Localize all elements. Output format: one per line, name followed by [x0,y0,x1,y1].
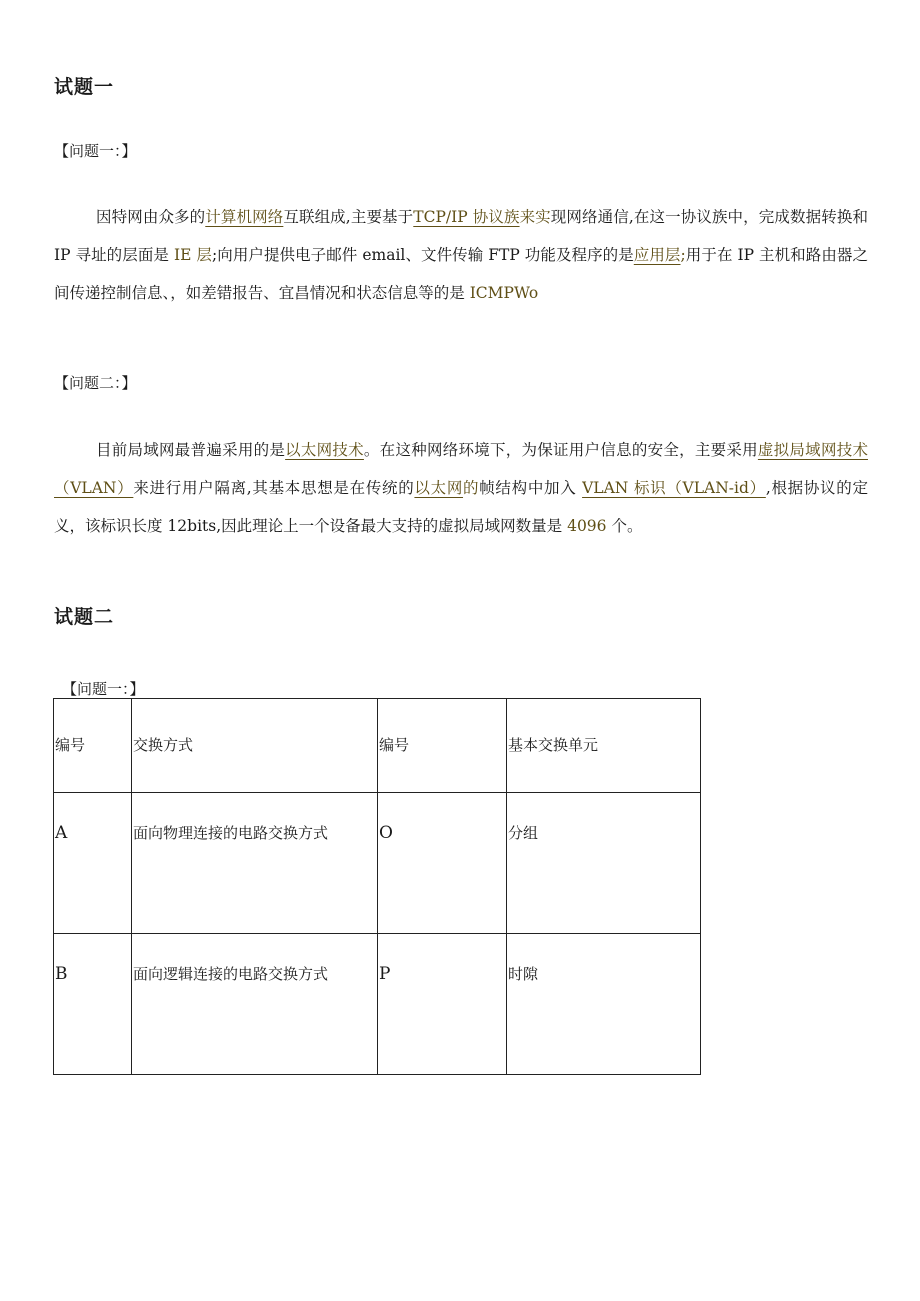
answer-tcpip: TCP/IP 协议族 [413,208,520,226]
s1-q2-paragraph: 目前局域网最普遍采用的是以太网技术。在这种网络环境下，为保证用户信息的安全，主要采用虚拟局域网技术（VLAN）来进行用户隔离,其基本思想是在传统的以太网的帧结构中加入 VLAN 标识（VLAN-id）,根据协议的定义，该标识长度 12bits,因此理论上一个设备最大支持的虚拟局域网数量是 4096 个。 [54,441,868,535]
table-header: 交换方式 [133,736,194,754]
table-cell: B [55,964,68,984]
table-cell: 时隙 [508,965,539,983]
answer-ethernet: 以太网 [414,479,464,497]
switching-table [53,698,701,1075]
table-cell: O [379,823,393,843]
answer-ie-layer: IE 层 [173,246,212,264]
section1-title: 试题一 [54,76,115,98]
answer-computer-network: 计算机网络 [205,208,284,226]
section2-title: 试题二 [54,606,115,628]
table-row [54,934,701,1075]
s1-q1-paragraph: 因特网由众多的计算机网络互联组成,主要基于TCP/IP 协议族来实现网络通信,在这一协议族中，完成数据转换和 IP 寻址的层面是 IE 层;向用户提供电子邮件 email、文件传输 FTP 功能及程序的是应用层;用于在 IP 主机和路由器之间传递控制信息、，如差错报告、宜昌情况和状态信息等的是 ICMPWo [54,208,868,302]
answer-application-layer: 应用层 [633,246,681,264]
answer-vlan-id: VLAN 标识（VLAN-id） [582,479,766,497]
s1-question1-label: 【问题一：】 [54,142,137,160]
table-header: 基本交换单元 [508,736,599,754]
table-row [54,793,701,934]
table-header-row [54,699,701,793]
table-header: 编号 [379,736,410,754]
answer-ethernet-tech: 以太网技术 [285,441,364,459]
table-header: 编号 [55,736,86,754]
answer-4096: 4096 [567,517,607,535]
table-cell: P [379,964,391,984]
answer-vlan: 虚拟局域网技术（VLAN） [54,441,868,497]
s1-question2-label: 【问题二：】 [54,374,137,392]
answer-icmp: ICMPWo [469,284,539,302]
table-cell: 面向逻辑连接的电路交换方式 [133,965,329,983]
table-cell: A [55,823,68,843]
s2-question1-label: 【问题一：】 [62,680,145,698]
table-cell: 面向物理连接的电路交换方式 [133,824,329,842]
table-cell: 分组 [508,824,539,842]
